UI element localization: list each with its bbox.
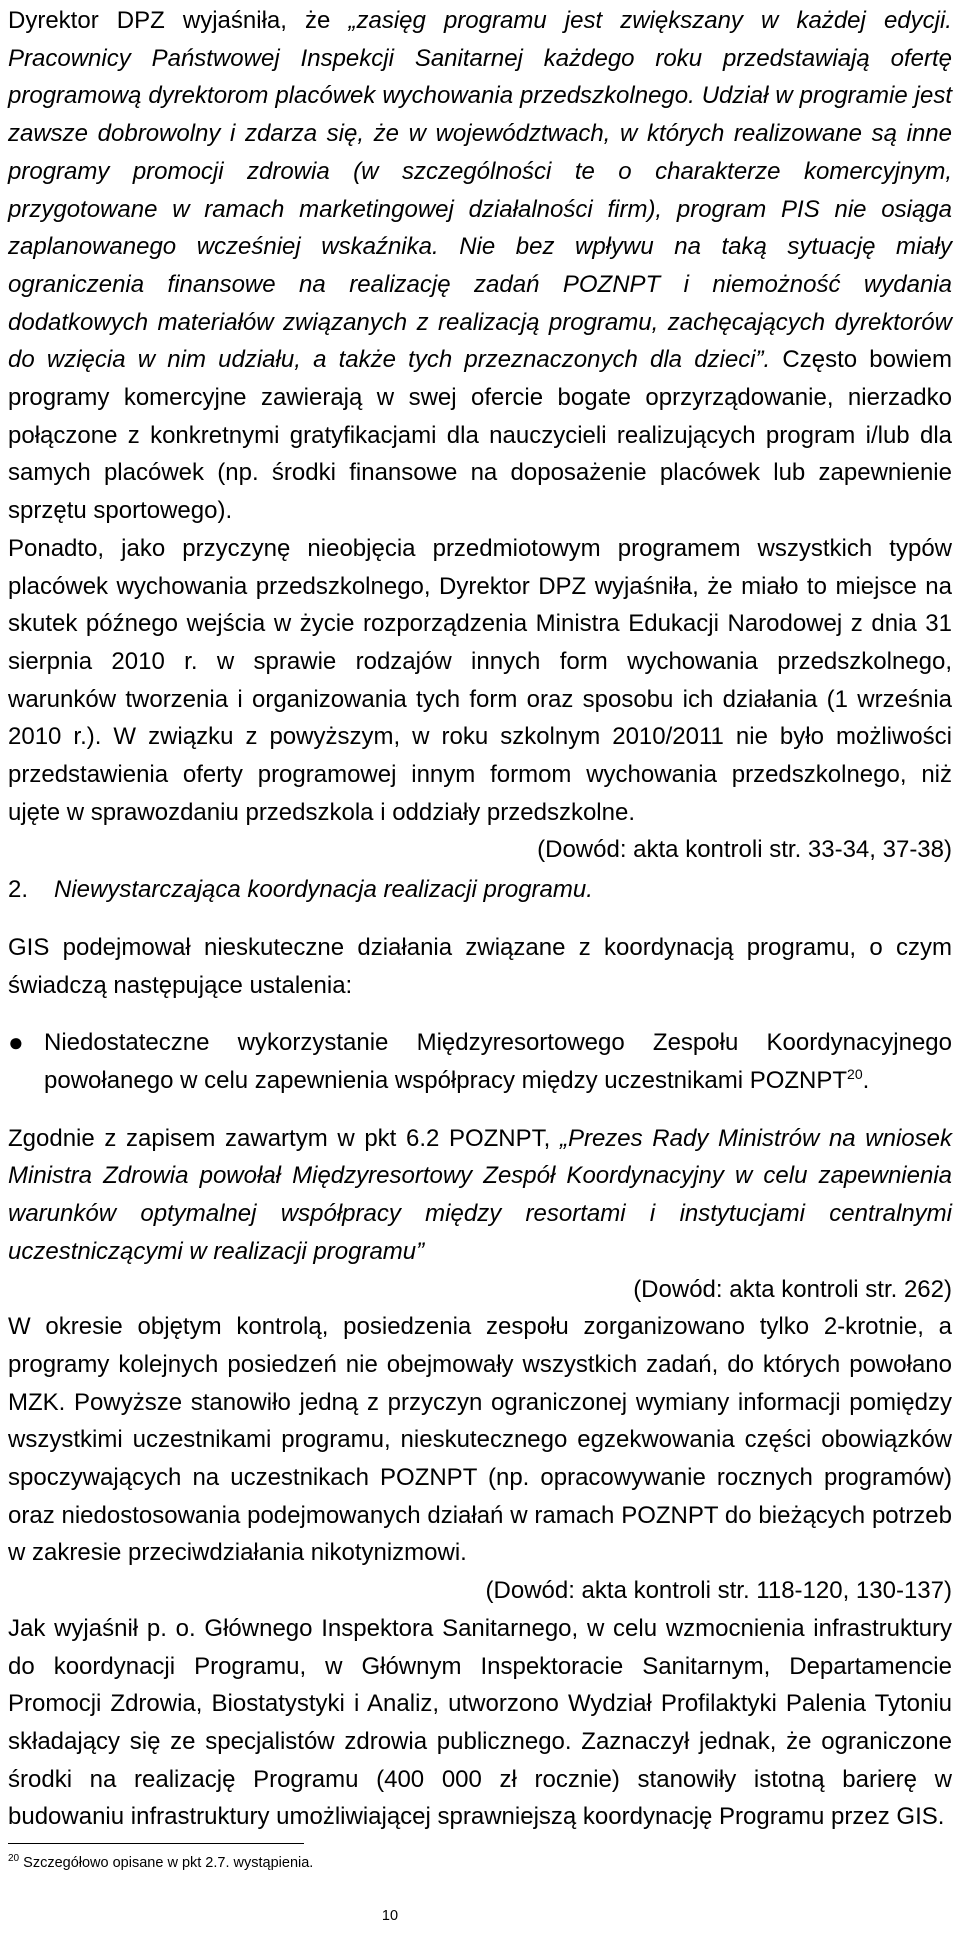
paragraph-6: Jak wyjaśnił p. o. Głównego Inspektora Sanitarnego, w celu wzmocnienia infrastruktury do koordynacji Programu, w Głównym Inspektoracie Sanitarnym, Departamencie Promocji Zdrowia, Biostatystyki i Analiz, utworzono Wydział Profilaktyki Palenia Tytoniu składający się ze specjalistów zdrowia publicznego. Zaznaczył jednak, że ograniczone środki na realizację Programu (400 000 zł rocznie) stanowiły istotną barierę w budowaniu infrastruktury umożliwiającej sprawniejszą koordynację Programu przez GIS. bbox=[8, 1614, 952, 1831]
paragraph-2: Ponadto, jako przyczynę nieobjęcia przedmiotowym programem wszystkich typów placówek wychowania przedszkolnego, Dyrektor DPZ wyjaśniła, że miało to miejsce na skutek późnego wejścia w życie rozporządzenia Ministra Edukacji Narodowej z dnia 31 sierpnia 2010 r. w sprawie rodzajów innych form wychowania przedszkolnego, warunków tworzenia i organizowania tych form oraz sposobu ich działania (1 września 2010 r.). W związku z powyższym, w roku szkolnym 2010/2011 nie było możliwości przedstawienia oferty programowej innym formom wychowania przedszkolnego, niż ujęte w sprawozdaniu przedszkola i oddziały przedszkolne. bbox=[8, 534, 952, 826]
bullet-text-end: . bbox=[862, 1066, 870, 1094]
document-body bbox=[8, 2, 952, 1836]
paragraph-1 bbox=[8, 2, 952, 530]
footnote-reference[interactable]: 20 bbox=[847, 1065, 863, 1082]
footnote-number: 20 bbox=[8, 1853, 20, 1865]
paragraph-1-quote: „zasięg programu jest zwiększany w każdej edycji. Pracownicy Państwowej Inspekcji Sanitarnej każdego roku przedstawiają ofertę programową dyrektorom placówek wychowania przedszkolnego. Udział w programie jest zawsze dobrowolny i zdarza się, że w województwach, w których realizowane są inne programy promocji zdrowia (w szczególności te o charakterze komercyjnym, przygotowane w ramach marketingowej działalności firm), program PIS nie osiąga zaplanowanego wcześniej wskaźnika. Nie bez wpływu na taką sytuację miały ograniczenia finansowe na realizację zadań POZNPT i niemożność wydania dodatkowych materiałów związanych z realizacją programu, zachęcających dyrektorów do wzięcia w nim udziału, a także tych przeznaczonych dla dzieci”. bbox=[8, 7, 952, 374]
evidence-reference-3: (Dowód: akta kontroli str. 118-120, 130-137) bbox=[485, 1577, 952, 1605]
page-number: 10 bbox=[381, 1908, 399, 1924]
footnote-text: Szczegółowo opisane w pkt 2.7. wystąpienia. bbox=[19, 1855, 314, 1871]
section-heading bbox=[8, 871, 952, 909]
paragraph-4-quote: „Prezes Rady Ministrów na wniosek Ministra Zdrowia powołał Międzyresortowy Zespół Koordynacyjny w celu zapewnienia warunków optymalnej współpracy między resortami i instytucjami centralnymi uczestniczącymi w realizacji programu” bbox=[8, 1124, 952, 1265]
bullet-text bbox=[44, 1024, 952, 1099]
section-number: 2. bbox=[8, 876, 29, 904]
paragraph-1-rest: Często bowiem programy komercyjne zawierają w swej ofercie bogate oprzyrządowanie, nierzadko połączone z konkretnymi gratyfikacjami dla nauczycieli realizujących program i/lub dla samych placówek (np. środki finansowe na doposażenie placówek lub zapewnienie sprzętu sportowego). bbox=[8, 346, 952, 525]
footnote bbox=[8, 1852, 313, 1874]
evidence-reference-1: (Dowód: akta kontroli str. 33-34, 37-38) bbox=[537, 836, 952, 864]
section-title: Niewystarczająca koordynacja realizacji programu. bbox=[54, 876, 593, 904]
paragraph-5: W okresie objętym kontrolą, posiedzenia zespołu zorganizowano tylko 2-krotnie, a programy kolejnych posiedzeń nie obejmowały wszystkich zadań, do których powołano MZK. Powyższe stanowiło jedną z przyczyn ograniczonej wymiany informacji pomiędzy wszystkimi uczestnikami programu, nieskutecznego egzekwowania części obowiązków spoczywających na uczestnikach POZNPT (np. opracowywanie rocznych programów) oraz niedostosowania podejmowanych działań w ramach POZNPT do bieżących potrzeb w zakresie przeciwdziałania nikotynizmowi. bbox=[8, 1313, 952, 1567]
bullet-item bbox=[8, 1024, 952, 1099]
paragraph-3: GIS podejmował nieskuteczne działania związane z koordynacją programu, o czym świadczą następujące ustalenia: bbox=[8, 933, 952, 999]
bullet-text-main: Niedostateczne wykorzystanie Międzyresortowego Zespołu Koordynacyjnego powołanego w celu zapewnienia współpracy między uczestnikami POZNPT bbox=[44, 1029, 952, 1094]
paragraph-4 bbox=[8, 1120, 952, 1271]
footnote-divider bbox=[8, 1843, 304, 1844]
paragraph-4-intro: Zgodnie z zapisem zawartym w pkt 6.2 POZNPT, bbox=[8, 1124, 560, 1152]
paragraph-1-intro: Dyrektor DPZ wyjaśniła, że bbox=[8, 7, 349, 34]
evidence-reference-2: (Dowód: akta kontroli str. 262) bbox=[633, 1275, 952, 1303]
bullet-icon: ● bbox=[8, 1027, 24, 1058]
